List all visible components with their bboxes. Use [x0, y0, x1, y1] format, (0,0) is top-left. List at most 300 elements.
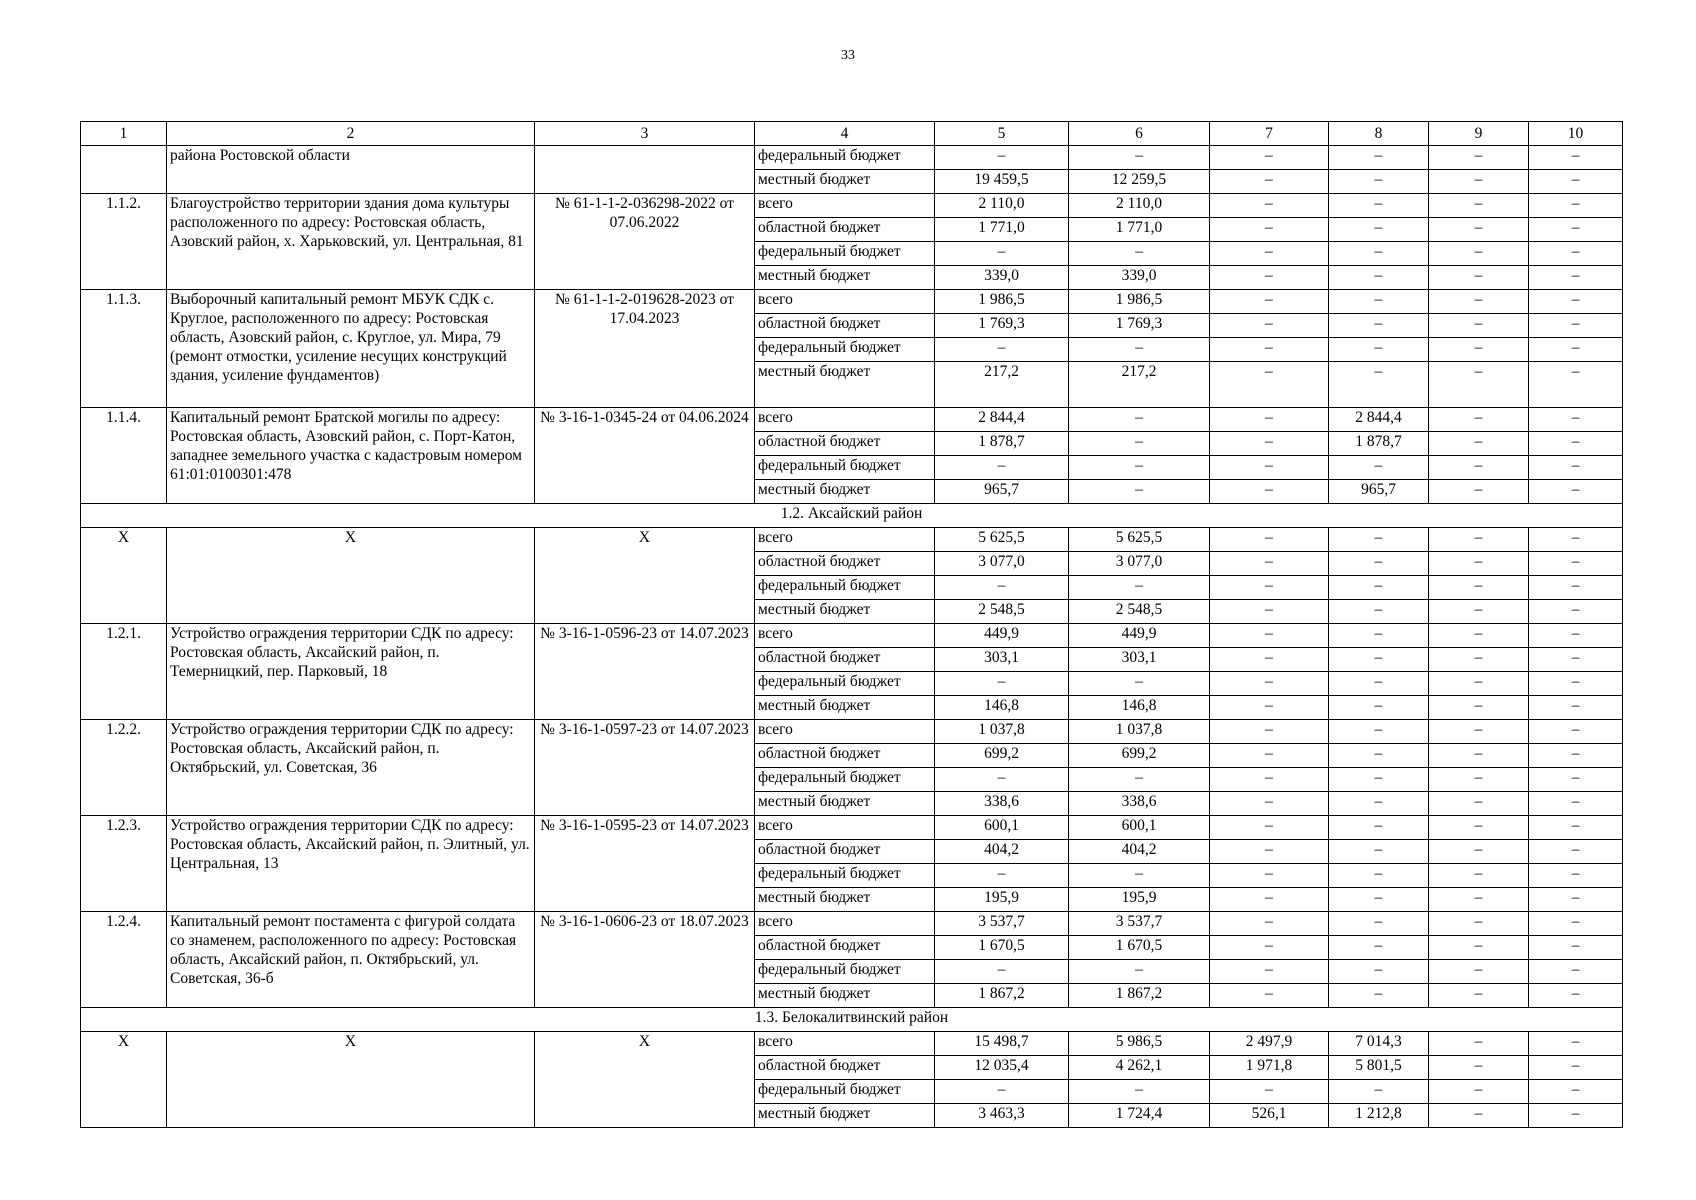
amount-cell: 5 625,5 — [935, 528, 1069, 552]
amount-cell: – — [1429, 242, 1529, 266]
amount-cell: – — [1329, 266, 1429, 290]
amount-cell: 15 498,7 — [935, 1032, 1069, 1056]
amount-cell: – — [1529, 314, 1623, 338]
amount-cell: – — [1529, 1080, 1623, 1104]
amount-cell: 1 986,5 — [1069, 290, 1210, 314]
amount-cell: 2 548,5 — [1069, 600, 1210, 624]
amount-cell: – — [1529, 960, 1623, 984]
funding-source: местный бюджет — [755, 480, 935, 504]
amount-cell: – — [1069, 672, 1210, 696]
amount-cell: – — [1210, 936, 1329, 960]
funding-source: федеральный бюджет — [755, 864, 935, 888]
amount-cell: – — [1429, 960, 1529, 984]
amount-cell: – — [1429, 290, 1529, 314]
amount-cell: 1 769,3 — [935, 314, 1069, 338]
col-header: 7 — [1210, 122, 1329, 146]
amount-cell: – — [1529, 864, 1623, 888]
amount-cell: 2 110,0 — [935, 194, 1069, 218]
amount-cell: – — [1069, 408, 1210, 432]
amount-cell: – — [1529, 648, 1623, 672]
amount-cell: – — [1429, 194, 1529, 218]
amount-cell: – — [1210, 362, 1329, 408]
amount-cell: – — [1429, 218, 1529, 242]
amount-cell: – — [1329, 170, 1429, 194]
amount-cell: – — [1329, 528, 1429, 552]
amount-cell: 526,1 — [1210, 1104, 1329, 1128]
amount-cell: – — [1529, 1104, 1623, 1128]
amount-cell: – — [1210, 792, 1329, 816]
amount-cell: – — [1329, 696, 1429, 720]
amount-cell: – — [1329, 816, 1429, 840]
amount-cell: – — [1329, 912, 1429, 936]
amount-cell: 449,9 — [1069, 624, 1210, 648]
object-number: 1.2.4. — [81, 912, 167, 1008]
header-row — [81, 122, 1623, 146]
amount-cell: – — [1529, 840, 1623, 864]
table-row — [81, 408, 1623, 432]
amount-cell: – — [1429, 936, 1529, 960]
amount-cell: 195,9 — [935, 888, 1069, 912]
amount-cell: – — [1429, 170, 1529, 194]
amount-cell: 1 878,7 — [1329, 432, 1429, 456]
amount-cell: – — [1210, 576, 1329, 600]
amount-cell: – — [1329, 552, 1429, 576]
amount-cell: – — [1529, 720, 1623, 744]
amount-cell: – — [1210, 528, 1329, 552]
amount-cell: – — [935, 672, 1069, 696]
amount-cell: – — [935, 864, 1069, 888]
amount-cell: 1 867,2 — [935, 984, 1069, 1008]
section-row — [81, 504, 1623, 528]
amount-cell: – — [1210, 840, 1329, 864]
amount-cell: – — [1210, 408, 1329, 432]
object-number: X — [81, 1032, 167, 1128]
table-row — [81, 194, 1623, 218]
amount-cell: 1 037,8 — [935, 720, 1069, 744]
amount-cell: 1 986,5 — [935, 290, 1069, 314]
funding-source: областной бюджет — [755, 744, 935, 768]
amount-cell: – — [1529, 576, 1623, 600]
amount-cell: – — [1329, 338, 1429, 362]
funding-source: местный бюджет — [755, 266, 935, 290]
amount-cell: – — [1429, 768, 1529, 792]
amount-cell: 12 259,5 — [1069, 170, 1210, 194]
amount-cell: – — [1529, 936, 1623, 960]
amount-cell: – — [1429, 720, 1529, 744]
amount-cell: 404,2 — [935, 840, 1069, 864]
amount-cell: – — [1329, 648, 1429, 672]
object-number: 1.1.4. — [81, 408, 167, 504]
amount-cell: 146,8 — [1069, 696, 1210, 720]
amount-cell: – — [1429, 266, 1529, 290]
amount-cell: – — [1329, 1080, 1429, 1104]
object-number: 1.2.1. — [81, 624, 167, 720]
amount-cell: 2 844,4 — [1329, 408, 1429, 432]
expertise-document: № 3-16-1-0597-23 от 14.07.2023 — [535, 720, 755, 816]
amount-cell: – — [1529, 194, 1623, 218]
amount-cell: 1 771,0 — [935, 218, 1069, 242]
object-name: X — [167, 1032, 535, 1128]
expertise-document: № 3-16-1-0345-24 от 04.06.2024 — [535, 408, 755, 504]
expertise-document: X — [535, 1032, 755, 1128]
amount-cell: – — [1329, 218, 1429, 242]
amount-cell: 217,2 — [1069, 362, 1210, 408]
amount-cell: – — [1210, 912, 1329, 936]
table-row — [81, 912, 1623, 936]
table-row — [81, 816, 1623, 840]
amount-cell: – — [1210, 888, 1329, 912]
amount-cell: – — [1429, 362, 1529, 408]
amount-cell: – — [1329, 840, 1429, 864]
amount-cell: 303,1 — [935, 648, 1069, 672]
amount-cell: – — [1329, 720, 1429, 744]
amount-cell: – — [1429, 912, 1529, 936]
amount-cell: 449,9 — [935, 624, 1069, 648]
amount-cell: – — [1069, 576, 1210, 600]
funding-source: местный бюджет — [755, 792, 935, 816]
funding-source: федеральный бюджет — [755, 768, 935, 792]
amount-cell: – — [1329, 960, 1429, 984]
amount-cell: 5 625,5 — [1069, 528, 1210, 552]
amount-cell: – — [1210, 170, 1329, 194]
section-title: 1.2. Аксайский район — [81, 504, 1623, 528]
funding-source: местный бюджет — [755, 888, 935, 912]
col-header: 4 — [755, 122, 935, 146]
amount-cell: – — [1329, 792, 1429, 816]
amount-cell: – — [1429, 624, 1529, 648]
amount-cell: – — [1329, 600, 1429, 624]
table-body — [81, 146, 1623, 1128]
amount-cell: – — [1529, 816, 1623, 840]
table-row — [81, 146, 1623, 170]
amount-cell: 1 867,2 — [1069, 984, 1210, 1008]
amount-cell: – — [1210, 290, 1329, 314]
amount-cell: – — [1329, 768, 1429, 792]
amount-cell: – — [1069, 960, 1210, 984]
amount-cell: – — [1069, 768, 1210, 792]
amount-cell: – — [1329, 576, 1429, 600]
amount-cell: 2 844,4 — [935, 408, 1069, 432]
amount-cell: – — [1329, 744, 1429, 768]
amount-cell: – — [1069, 1080, 1210, 1104]
expertise-document: X — [535, 528, 755, 624]
amount-cell: – — [1329, 290, 1429, 314]
amount-cell: – — [1529, 1056, 1623, 1080]
object-name: Благоустройство территории здания дома культуры расположенного по адресу: Ростовская область, Азовский район, х. Харьковский, ул. Центральная, 81 — [167, 194, 535, 290]
amount-cell: – — [1529, 768, 1623, 792]
funding-source: всего — [755, 1032, 935, 1056]
amount-cell: – — [1210, 146, 1329, 170]
funding-source: федеральный бюджет — [755, 242, 935, 266]
amount-cell: – — [1329, 362, 1429, 408]
amount-cell: 5 801,5 — [1329, 1056, 1429, 1080]
amount-cell: 12 035,4 — [935, 1056, 1069, 1080]
amount-cell: – — [1529, 600, 1623, 624]
funding-source: всего — [755, 290, 935, 314]
amount-cell: – — [1429, 1032, 1529, 1056]
amount-cell: – — [935, 1080, 1069, 1104]
amount-cell: – — [1429, 672, 1529, 696]
amount-cell: 338,6 — [935, 792, 1069, 816]
funding-source: областной бюджет — [755, 218, 935, 242]
amount-cell: – — [935, 768, 1069, 792]
amount-cell: – — [1529, 696, 1623, 720]
amount-cell: – — [1210, 218, 1329, 242]
amount-cell: – — [1329, 194, 1429, 218]
object-number — [81, 146, 167, 194]
amount-cell: 339,0 — [1069, 266, 1210, 290]
table-row — [81, 1032, 1623, 1056]
col-header: 5 — [935, 122, 1069, 146]
amount-cell: – — [1069, 146, 1210, 170]
amount-cell: 1 771,0 — [1069, 218, 1210, 242]
amount-cell: – — [1429, 314, 1529, 338]
amount-cell: – — [1329, 984, 1429, 1008]
funding-source: местный бюджет — [755, 984, 935, 1008]
amount-cell: 2 548,5 — [935, 600, 1069, 624]
amount-cell: – — [935, 146, 1069, 170]
amount-cell: – — [1069, 480, 1210, 504]
amount-cell: – — [1529, 432, 1623, 456]
funding-source: федеральный бюджет — [755, 146, 935, 170]
funding-source: федеральный бюджет — [755, 960, 935, 984]
amount-cell: – — [1529, 362, 1623, 408]
amount-cell: 3 463,3 — [935, 1104, 1069, 1128]
amount-cell: – — [1429, 552, 1529, 576]
amount-cell: – — [1429, 338, 1529, 362]
funding-source: областной бюджет — [755, 1056, 935, 1080]
amount-cell: – — [1429, 1080, 1529, 1104]
table-row — [81, 624, 1623, 648]
amount-cell: – — [1429, 816, 1529, 840]
amount-cell: 3 077,0 — [935, 552, 1069, 576]
amount-cell: – — [1429, 696, 1529, 720]
amount-cell: – — [1210, 338, 1329, 362]
funding-source: местный бюджет — [755, 170, 935, 194]
amount-cell: 1 878,7 — [935, 432, 1069, 456]
expertise-document: № 3-16-1-0595-23 от 14.07.2023 — [535, 816, 755, 912]
amount-cell: – — [1529, 218, 1623, 242]
funding-source: всего — [755, 194, 935, 218]
funding-source: всего — [755, 912, 935, 936]
funding-source: местный бюджет — [755, 1104, 935, 1128]
funding-source: всего — [755, 408, 935, 432]
amount-cell: – — [1529, 744, 1623, 768]
table-row — [81, 720, 1623, 744]
funding-source: областной бюджет — [755, 432, 935, 456]
object-name: Капитальный ремонт Братской могилы по адресу: Ростовская область, Азовский район, с. Порт-Катон, западнее земельного участка с кадастровым номером 61:01:0100301:478 — [167, 408, 535, 504]
amount-cell: – — [1429, 792, 1529, 816]
amount-cell: 600,1 — [935, 816, 1069, 840]
amount-cell: – — [1529, 338, 1623, 362]
amount-cell: – — [1210, 864, 1329, 888]
amount-cell: – — [1429, 456, 1529, 480]
amount-cell: – — [1429, 576, 1529, 600]
amount-cell: – — [1069, 432, 1210, 456]
funding-source: всего — [755, 816, 935, 840]
amount-cell: – — [1429, 648, 1529, 672]
object-name: Устройство ограждения территории СДК по адресу: Ростовская область, Аксайский район, п. Элитный, ул. Центральная, 13 — [167, 816, 535, 912]
object-name: Устройство ограждения территории СДК по адресу: Ростовская область, Аксайский район, п. Октябрьский, ул. Советская, 36 — [167, 720, 535, 816]
funding-source: федеральный бюджет — [755, 1080, 935, 1104]
funding-source: областной бюджет — [755, 314, 935, 338]
funding-source: местный бюджет — [755, 600, 935, 624]
amount-cell: – — [1210, 768, 1329, 792]
amount-cell: 3 537,7 — [935, 912, 1069, 936]
amount-cell: – — [1529, 456, 1623, 480]
amount-cell: – — [1210, 480, 1329, 504]
object-name: Капитальный ремонт постамента с фигурой солдата со знаменем, расположенного по адресу: Ростовская область, Аксайский район, п. Октябрьский, ул. Советская, 36-б — [167, 912, 535, 1008]
amount-cell: – — [1210, 552, 1329, 576]
object-name: Устройство ограждения территории СДК по адресу: Ростовская область, Аксайский район, п. Темерницкий, пер. Парковый, 18 — [167, 624, 535, 720]
amount-cell: – — [1069, 864, 1210, 888]
amount-cell: – — [1529, 266, 1623, 290]
amount-cell: – — [1429, 528, 1529, 552]
amount-cell: – — [1210, 432, 1329, 456]
amount-cell: – — [1210, 960, 1329, 984]
col-header: 3 — [535, 122, 755, 146]
amount-cell: 3 537,7 — [1069, 912, 1210, 936]
amount-cell: 338,6 — [1069, 792, 1210, 816]
amount-cell: 7 014,3 — [1329, 1032, 1429, 1056]
col-header: 10 — [1529, 122, 1623, 146]
object-number: 1.2.2. — [81, 720, 167, 816]
page-number: 33 — [841, 48, 855, 63]
amount-cell: – — [1210, 1080, 1329, 1104]
amount-cell: – — [1329, 888, 1429, 912]
amount-cell: 404,2 — [1069, 840, 1210, 864]
amount-cell: 339,0 — [935, 266, 1069, 290]
amount-cell: – — [935, 960, 1069, 984]
amount-cell: – — [1210, 194, 1329, 218]
funding-source: федеральный бюджет — [755, 576, 935, 600]
section-row — [81, 1008, 1623, 1032]
amount-cell: – — [1210, 720, 1329, 744]
amount-cell: 1 670,5 — [935, 936, 1069, 960]
amount-cell: – — [1210, 314, 1329, 338]
amount-cell: – — [1429, 480, 1529, 504]
amount-cell: – — [1429, 1104, 1529, 1128]
budget-table — [80, 121, 1623, 1128]
amount-cell: 146,8 — [935, 696, 1069, 720]
amount-cell: – — [1329, 146, 1429, 170]
funding-source: местный бюджет — [755, 696, 935, 720]
amount-cell: 1 724,4 — [1069, 1104, 1210, 1128]
amount-cell: – — [1529, 888, 1623, 912]
amount-cell: – — [1529, 408, 1623, 432]
amount-cell: – — [1329, 624, 1429, 648]
amount-cell: 1 971,8 — [1210, 1056, 1329, 1080]
amount-cell: – — [1210, 648, 1329, 672]
amount-cell: – — [1429, 744, 1529, 768]
amount-cell: – — [1069, 338, 1210, 362]
amount-cell: – — [1529, 146, 1623, 170]
funding-source: всего — [755, 528, 935, 552]
amount-cell: 303,1 — [1069, 648, 1210, 672]
amount-cell: – — [1529, 290, 1623, 314]
funding-source: всего — [755, 720, 935, 744]
amount-cell: – — [1529, 480, 1623, 504]
amount-cell: 2 110,0 — [1069, 194, 1210, 218]
section-title: 1.3. Белокалитвинский район — [81, 1008, 1623, 1032]
object-name: Выборочный капитальный ремонт МБУК СДК с. Круглое, расположенного по адресу: Ростовская область, Азовский район, с. Круглое, ул. Мира, 79 (ремонт отмостки, усиление несущих конструкций здания, усиление фундаментов) — [167, 290, 535, 408]
amount-cell: 965,7 — [1329, 480, 1429, 504]
amount-cell: – — [1210, 696, 1329, 720]
amount-cell: – — [1210, 672, 1329, 696]
amount-cell: – — [1069, 242, 1210, 266]
amount-cell: – — [1529, 672, 1623, 696]
amount-cell: – — [1069, 456, 1210, 480]
amount-cell: 965,7 — [935, 480, 1069, 504]
amount-cell: – — [1429, 146, 1529, 170]
amount-cell: 2 497,9 — [1210, 1032, 1329, 1056]
object-number: 1.1.2. — [81, 194, 167, 290]
amount-cell: – — [1429, 864, 1529, 888]
amount-cell: – — [1529, 242, 1623, 266]
funding-source: федеральный бюджет — [755, 338, 935, 362]
col-header: 6 — [1069, 122, 1210, 146]
amount-cell: 1 212,8 — [1329, 1104, 1429, 1128]
amount-cell: 699,2 — [935, 744, 1069, 768]
amount-cell: – — [1429, 600, 1529, 624]
amount-cell: – — [1429, 888, 1529, 912]
amount-cell: 19 459,5 — [935, 170, 1069, 194]
amount-cell: – — [1529, 528, 1623, 552]
amount-cell: – — [1210, 624, 1329, 648]
amount-cell: 4 262,1 — [1069, 1056, 1210, 1080]
funding-source: местный бюджет — [755, 362, 935, 408]
col-header: 1 — [81, 122, 167, 146]
amount-cell: – — [935, 338, 1069, 362]
funding-source: областной бюджет — [755, 936, 935, 960]
amount-cell: – — [1210, 744, 1329, 768]
expertise-document: № 61-1-1-2-036298-2022 от 07.06.2022 — [535, 194, 755, 290]
col-header: 9 — [1429, 122, 1529, 146]
funding-source: областной бюджет — [755, 648, 935, 672]
amount-cell: – — [1329, 314, 1429, 338]
amount-cell: – — [1529, 1032, 1623, 1056]
amount-cell: – — [1329, 456, 1429, 480]
amount-cell: – — [1329, 864, 1429, 888]
amount-cell: – — [1429, 408, 1529, 432]
amount-cell: – — [935, 456, 1069, 480]
amount-cell: 217,2 — [935, 362, 1069, 408]
amount-cell: 1 037,8 — [1069, 720, 1210, 744]
amount-cell: – — [1529, 170, 1623, 194]
amount-cell: – — [1429, 840, 1529, 864]
amount-cell: – — [1210, 242, 1329, 266]
amount-cell: 5 986,5 — [1069, 1032, 1210, 1056]
table-row — [81, 528, 1623, 552]
amount-cell: – — [1210, 456, 1329, 480]
expertise-document: № 61-1-1-2-019628-2023 от 17.04.2023 — [535, 290, 755, 408]
amount-cell: – — [935, 242, 1069, 266]
funding-source: федеральный бюджет — [755, 672, 935, 696]
amount-cell: – — [1429, 984, 1529, 1008]
object-number: 1.2.3. — [81, 816, 167, 912]
amount-cell: – — [1210, 600, 1329, 624]
expertise-document — [535, 146, 755, 194]
amount-cell: – — [1210, 984, 1329, 1008]
amount-cell: 1 769,3 — [1069, 314, 1210, 338]
object-name: района Ростовской области — [167, 146, 535, 194]
amount-cell: – — [1329, 242, 1429, 266]
amount-cell: 600,1 — [1069, 816, 1210, 840]
amount-cell: – — [935, 576, 1069, 600]
amount-cell: – — [1529, 552, 1623, 576]
col-header: 8 — [1329, 122, 1429, 146]
amount-cell: – — [1210, 266, 1329, 290]
